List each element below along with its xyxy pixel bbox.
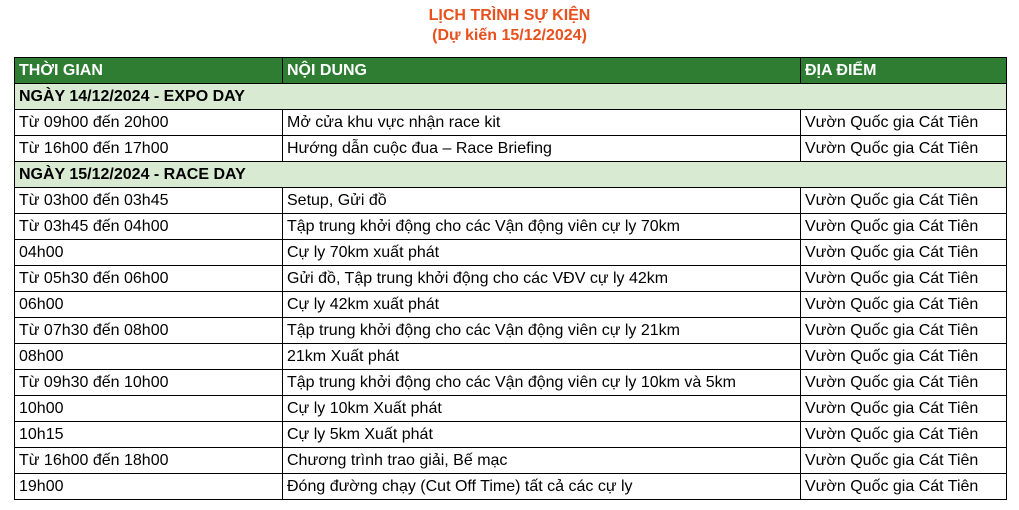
cell-time: Từ 07h30 đến 08h00 [15, 318, 283, 344]
cell-time: 04h00 [15, 240, 283, 266]
header-content: NỘI DUNG [283, 58, 801, 84]
table-row [15, 448, 1007, 474]
table-row [15, 370, 1007, 396]
cell-time: Từ 05h30 đến 06h00 [15, 266, 283, 292]
table-row [15, 396, 1007, 422]
cell-location: Vườn Quốc gia Cát Tiên [801, 110, 1007, 136]
cell-location: Vườn Quốc gia Cát Tiên [801, 266, 1007, 292]
cell-location: Vườn Quốc gia Cát Tiên [801, 240, 1007, 266]
cell-content: Tập trung khởi động cho các Vận động viên cự ly 21km [283, 318, 801, 344]
cell-location: Vườn Quốc gia Cát Tiên [801, 318, 1007, 344]
cell-content: Chương trình trao giải, Bế mạc [283, 448, 801, 474]
cell-time: 08h00 [15, 344, 283, 370]
cell-content: Tập trung khởi động cho các Vận động viên cự ly 70km [283, 214, 801, 240]
table-row [15, 110, 1007, 136]
cell-content: Gửi đồ, Tập trung khởi động cho các VĐV cự ly 42km [283, 266, 801, 292]
page-subtitle: (Dự kiến 15/12/2024) [432, 27, 587, 44]
table-row [15, 266, 1007, 292]
cell-time: Từ 16h00 đến 18h00 [15, 448, 283, 474]
section-label: NGÀY 15/12/2024 - RACE DAY [15, 162, 1007, 188]
cell-content: Cự ly 10km Xuất phát [283, 396, 801, 422]
cell-content: 21km Xuất phát [283, 344, 801, 370]
cell-time: Từ 03h45 đến 04h00 [15, 214, 283, 240]
page-title: LỊCH TRÌNH SỰ KIỆN [428, 7, 591, 24]
table-row [15, 318, 1007, 344]
table-row [15, 344, 1007, 370]
table-row [15, 292, 1007, 318]
header-row [15, 58, 1007, 84]
cell-content: Cự ly 70km xuất phát [283, 240, 801, 266]
cell-location: Vườn Quốc gia Cát Tiên [801, 448, 1007, 474]
cell-time: 10h15 [15, 422, 283, 448]
cell-content: Hướng dẫn cuộc đua – Race Briefing [283, 136, 801, 162]
cell-content: Mở cửa khu vực nhận race kit [283, 110, 801, 136]
cell-content: Đóng đường chạy (Cut Off Time) tất cả các cự ly [283, 474, 801, 500]
cell-time: 06h00 [15, 292, 283, 318]
table-row [15, 240, 1007, 266]
header-time: THỜI GIAN [15, 58, 283, 84]
section-row [15, 84, 1007, 110]
cell-location: Vườn Quốc gia Cát Tiên [801, 292, 1007, 318]
cell-time: Từ 09h30 đến 10h00 [15, 370, 283, 396]
section-label: NGÀY 14/12/2024 - EXPO DAY [15, 84, 1007, 110]
cell-time: 19h00 [15, 474, 283, 500]
cell-content: Setup, Gửi đồ [283, 188, 801, 214]
cell-location: Vườn Quốc gia Cát Tiên [801, 136, 1007, 162]
table-row [15, 136, 1007, 162]
cell-location: Vườn Quốc gia Cát Tiên [801, 370, 1007, 396]
cell-location: Vườn Quốc gia Cát Tiên [801, 474, 1007, 500]
cell-time: Từ 16h00 đến 17h00 [15, 136, 283, 162]
header-location: ĐỊA ĐIỂM [801, 58, 1007, 84]
title-block [0, 0, 1019, 46]
cell-time: Từ 03h00 đến 03h45 [15, 188, 283, 214]
cell-location: Vườn Quốc gia Cát Tiên [801, 422, 1007, 448]
cell-content: Tập trung khởi động cho các Vận động viên cự ly 10km và 5km [283, 370, 801, 396]
table-row [15, 474, 1007, 500]
table-row [15, 422, 1007, 448]
cell-location: Vườn Quốc gia Cát Tiên [801, 344, 1007, 370]
cell-time: 10h00 [15, 396, 283, 422]
cell-location: Vườn Quốc gia Cát Tiên [801, 214, 1007, 240]
cell-content: Cự ly 5km Xuất phát [283, 422, 801, 448]
cell-content: Cự ly 42km xuất phát [283, 292, 801, 318]
section-row [15, 162, 1007, 188]
cell-location: Vườn Quốc gia Cát Tiên [801, 188, 1007, 214]
table-row [15, 214, 1007, 240]
cell-location: Vườn Quốc gia Cát Tiên [801, 396, 1007, 422]
table-row [15, 188, 1007, 214]
schedule-table [14, 57, 1007, 500]
cell-time: Từ 09h00 đến 20h00 [15, 110, 283, 136]
